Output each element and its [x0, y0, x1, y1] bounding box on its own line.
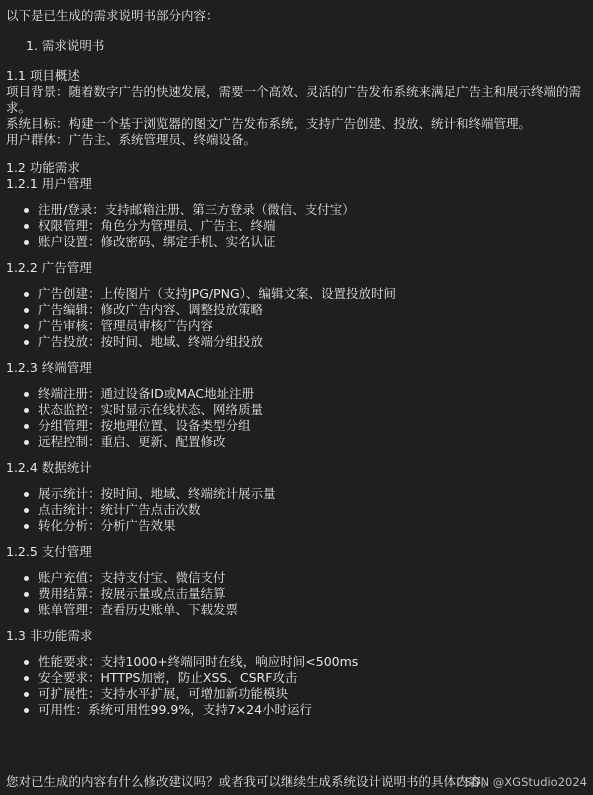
list-item: 安全要求：HTTPS加密，防止XSS、CSRF攻击: [36, 670, 590, 686]
list-item: 可用性：系统可用性99.9%，支持7×24小时运行: [36, 702, 590, 718]
list-item: 性能要求：支持1000+终端同时在线，响应时间<500ms: [36, 654, 590, 670]
list-item: 状态监控：实时显示在线状态、网络质量: [36, 402, 590, 418]
section-heading-ad: 1.2.2 广告管理: [6, 260, 92, 275]
list-nonfunctional: [6, 654, 590, 718]
list-item: 账户充值：支持支付宝、微信支付: [36, 570, 590, 586]
section-heading-terminal: 1.2.3 终端管理: [6, 360, 92, 375]
list-item: 转化分析：分析广告效果: [36, 518, 590, 534]
list-terminal-management: [6, 386, 590, 450]
overview-users: 用户群体：广告主、系统管理员、终端设备。: [6, 132, 257, 147]
list-item: 分组管理：按地理位置、设备类型分组: [36, 418, 590, 434]
list-item: 广告编辑：修改广告内容、调整投放策略: [36, 302, 590, 318]
list-payment-management: [6, 570, 590, 618]
overview-section: [6, 68, 590, 148]
list-item: 注册/登录：支持邮箱注册、第三方登录（微信、支付宝）: [36, 202, 590, 218]
functional-heading: 1.2 功能需求: [6, 160, 80, 175]
list-item: 远程控制：重启、更新、配置修改: [36, 434, 590, 450]
list-data-statistics: [6, 486, 590, 534]
list-user-management: [6, 202, 590, 250]
intro-text: 以下是已生成的需求说明书部分内容：: [6, 8, 219, 23]
overview-goal: 系统目标：构建一个基于浏览器的图文广告发布系统，支持广告创建、投放、统计和终端管理。: [6, 116, 532, 131]
list-item: 点击统计：统计广告点击次数: [36, 502, 590, 518]
watermark: CSDN @XGStudio2024: [456, 775, 587, 789]
list-item: 广告创建：上传图片（支持JPG/PNG）、编辑文案、设置投放时间: [36, 286, 590, 302]
section-heading-stats: 1.2.4 数据统计: [6, 460, 92, 475]
functional-section: [6, 160, 590, 618]
document-body: [6, 8, 590, 728]
list-item: 账单管理：查看历史账单、下载发票: [36, 602, 590, 618]
list-item: 广告投放：按时间、地域、终端分组投放: [36, 334, 590, 350]
list-item: 可扩展性：支持水平扩展，可增加新功能模块: [36, 686, 590, 702]
list-item: 权限管理：角色分为管理员、广告主、终端: [36, 218, 590, 234]
list-ad-management: [6, 286, 590, 350]
footer-question: 您对已生成的内容有什么修改建议吗？或者我可以继续生成系统设计说明书的具体内容。: [6, 774, 494, 789]
list-item: 展示统计：按时间、地域、终端统计展示量: [36, 486, 590, 502]
list-item: 费用结算：按展示量或点击量结算: [36, 586, 590, 602]
overview-heading: 1.1 项目概述: [6, 68, 80, 83]
doc-title: 1. 需求说明书: [26, 38, 105, 53]
section-heading-user: 1.2.1 用户管理: [6, 176, 92, 191]
overview-background: 项目背景：随着数字广告的快速发展，需要一个高效、灵活的广告发布系统来满足广告主和展示终端的需求。: [6, 84, 582, 115]
list-item: 终端注册：通过设备ID或MAC地址注册: [36, 386, 590, 402]
section-heading-payment: 1.2.5 支付管理: [6, 544, 92, 559]
nonfunctional-section: [6, 628, 590, 718]
list-item: 广告审核：管理员审核广告内容: [36, 318, 590, 334]
list-item: 账户设置：修改密码、绑定手机、实名认证: [36, 234, 590, 250]
nonfunctional-heading: 1.3 非功能需求: [6, 628, 93, 643]
